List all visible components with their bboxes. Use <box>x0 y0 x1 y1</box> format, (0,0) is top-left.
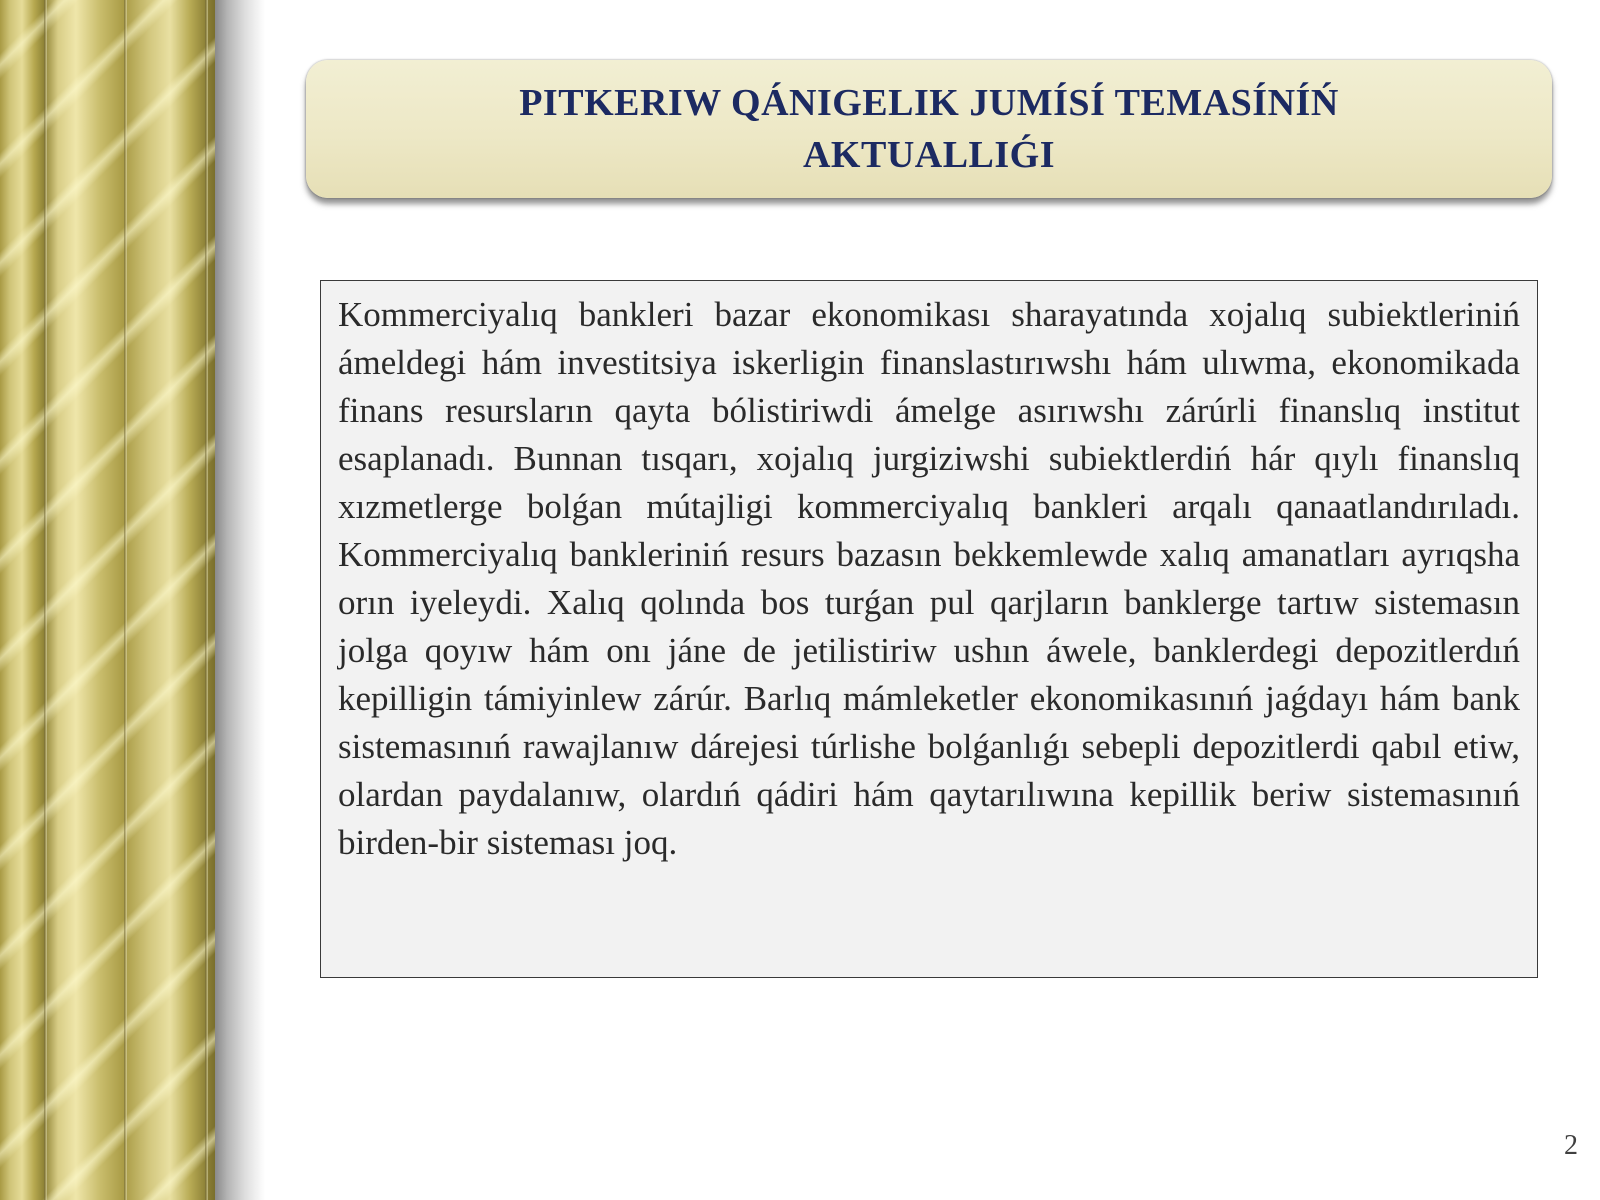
slide-title: PITKERIW QÁNIGELIK JUMÍSÍ TEMASÍNÍŃ AKTUALLIǴI <box>519 82 1339 176</box>
page-number: 2 <box>1564 1130 1578 1161</box>
column-shadow <box>215 0 265 1200</box>
title-banner <box>306 60 1552 198</box>
column-groove <box>44 0 47 1200</box>
content-text-box <box>320 280 1538 978</box>
column-groove <box>124 0 127 1200</box>
decorative-gold-column <box>0 0 215 1200</box>
column-groove <box>205 0 208 1200</box>
body-paragraph: Kommerciyalıq bankleri bazar ekonomikası sharayatında xojalıq subiektleriniń ámeldegi hám investitsiya iskerligin finanslastırıwshı hám ulıwma, ekonomikada finans resursların qayta bólistiriwdi ámelge asırıwshı zárúrli finanslıq institut esaplanadı. Bunnan tısqarı, xojalıq jurgiziwshi subiektlerdiń hár qıylı finanslıq xızmetlerge bolǵan mútajligi kommerciyalıq bankleri arqalı qanaatlandırıladı. Kommerciyalıq bankleriniń resurs bazasın bekkemlewde xalıq amanatları ayrıqsha orın iyeleydi. Xalıq qolında bos turǵan pul qarjların banklerge tartıw sistemasın jolga qoyıw hám onı jáne de jetilistiriw ushın áwele, banklerdegi depozitlerdıń kepilligin támiyinlew zárúr. Barlıq mámleketler ekonomikasınıń jaǵdayı hám bank sistemasınıń rawajlanıw dárejesi túrlishe bolǵanlıǵı sebepli depozitlerdi qabıl etiw, olardan paydalanıw, olardıń qádiri hám qaytarılıwına kepillik beriw sistemasınıń birden-bir sisteması joq. <box>338 295 1520 862</box>
